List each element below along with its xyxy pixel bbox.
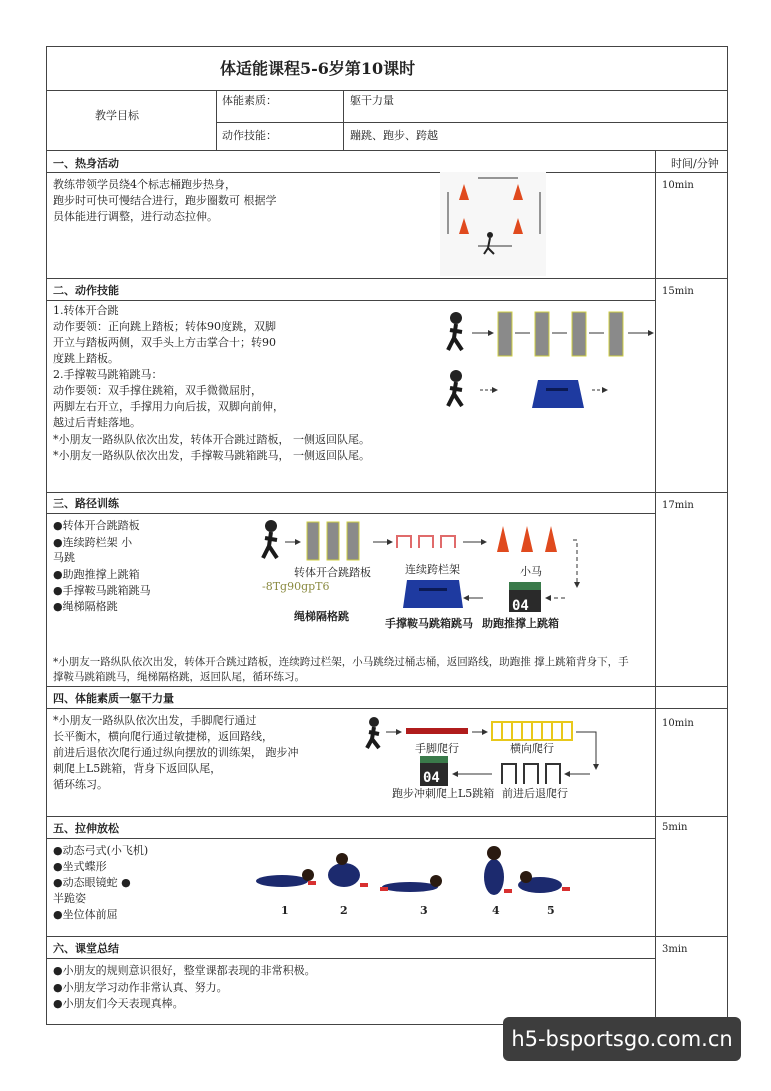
section-heading: 六、课堂总结 (53, 942, 119, 955)
watermark-badge: h5-bsportsgo.com.cn (503, 1017, 741, 1061)
caption-run-box: 助跑推撑上跳箱 (482, 617, 559, 630)
pose-number: 1 (281, 904, 289, 917)
box-number: 04 (423, 770, 440, 786)
section-heading: 五、拉伸放松 (53, 822, 119, 835)
section-time: 10min (662, 718, 694, 729)
bullet-item: ●小朋友学习动作非常认真、努力。 (53, 981, 228, 994)
text-line: 动作要领：双手撑住跳箱，双手微微屈肘， (53, 384, 262, 397)
bullet-item: ●小朋友们今天表现真棒。 (53, 997, 184, 1010)
section-heading: 一、热身活动 (53, 157, 119, 170)
skill-label: 动作技能： (222, 129, 277, 142)
pose-number: 5 (547, 904, 555, 917)
text-line: 员体能进行调整，进行动态拉伸。 (53, 210, 218, 223)
section-time: 3min (662, 944, 688, 955)
section-heading: 二、动作技能 (53, 284, 119, 297)
bullet-item: ●动态眼镜蛇 ● (53, 876, 131, 889)
text-line: *小朋友一路纵队依次出发，转体开合跳过踏板，连续跨过栏架，小马跳绕过桶志桶，返回路线，助跑推 撑上跳箱背身下，手 (53, 656, 629, 668)
section-heading: 三、路径训练 (53, 497, 119, 510)
section-heading: 四、体能素质一躯干力量 (53, 692, 174, 705)
bullet-item: 半跪姿 (53, 892, 86, 905)
text-line: 循环练习。 (53, 778, 108, 791)
time-header: 时间/分钟 (671, 157, 719, 170)
section-time: 15min (662, 286, 694, 297)
warmup-cones-diagram (440, 172, 546, 276)
stretch-poses-illustration (250, 845, 590, 905)
bullet-item: ●绳梯隔格跳 (53, 600, 118, 613)
section-time: 10min (662, 180, 694, 191)
bullet-item: ●动态弓式(小飞机) (53, 844, 149, 857)
text-line: 长平衡木，横向爬行通过敏捷梯，返回路线， (53, 730, 273, 743)
objectives-label: 教学目标 (95, 109, 139, 122)
bullet-item: ●连续跨栏架 小 (53, 536, 133, 549)
text-line: 越过后青蛙落地。 (53, 416, 141, 429)
text-line: 教练带领学员绕4个标志桶跑步热身， (53, 178, 236, 191)
jump-board-diagram (442, 308, 654, 412)
caption-hurdle: 连续跨栏架 (405, 563, 460, 576)
section-time: 5min (662, 822, 688, 833)
pose-number: 3 (420, 904, 428, 917)
caption-side: 横向爬行 (510, 742, 554, 755)
fitness-value: 躯干力量 (350, 94, 394, 107)
pose-number: 2 (340, 904, 348, 917)
caption-crawl: 手脚爬行 (415, 742, 459, 755)
caption-vault: 手撑鞍马跳箱跳马 (385, 617, 473, 630)
caption-board: 转体开合跳踏板 (294, 566, 371, 579)
bullet-item: ●坐式蝶形 (53, 860, 107, 873)
text-line: *小朋友一路纵队依次出发，手脚爬行通过 (53, 714, 257, 727)
bullet-item: ●转体开合跳踏板 (53, 519, 140, 532)
text-line: 2.手撑鞍马跳箱跳马： (53, 368, 163, 381)
bullet-item: 马跳 (53, 551, 75, 564)
caption-code: -8Tg90gpT6 (262, 580, 330, 593)
text-line: 动作要领：正向跳上踏板；转体90度跳，双脚 (53, 320, 276, 333)
caption-ladder: 绳梯隔格跳 (294, 610, 349, 623)
bullet-item: ●小朋友的规则意识很好，整堂课都表现的非常积极。 (53, 964, 316, 977)
bullet-item: ●助跑推撑上跳箱 (53, 568, 140, 581)
caption-pony: 小马 (520, 565, 542, 578)
pose-number: 4 (492, 904, 500, 917)
text-line: 跑步时可快可慢结合进行，跑步圈数可 根据学 (53, 194, 277, 207)
text-line: 1.转体开合跳 (53, 304, 119, 317)
bullet-item: ●手撑鞍马跳箱跳马 (53, 584, 151, 597)
text-line: 两脚左右开立，手撑用力向后拔，双脚向前伸， (53, 400, 284, 413)
text-line: 刺爬上L5跳箱，背身下返回队尾， (53, 762, 222, 775)
text-line: 度跳上踏板。 (53, 352, 119, 365)
text-line: *小朋友一路纵队依次出发，转体开合跳过踏板， 一侧返回队尾。 (53, 433, 370, 446)
page-title: 体适能课程5-6岁第10课时 (220, 59, 416, 78)
text-line: 前进后退依次爬行通过纵向摆放的训练架， 跑步冲 (53, 746, 299, 759)
text-line: 开立与踏板两侧，双手头上方击掌合十；转90 (53, 336, 276, 349)
skill-value: 蹦跳、跑步、跨越 (350, 129, 438, 142)
text-line: *小朋友一路纵队依次出发，手撑鞍马跳箱跳马， 一侧返回队尾。 (53, 449, 370, 462)
text-line: 撑鞍马跳箱跳马，绳梯隔格跳，返回队尾，循环练习。 (53, 671, 305, 683)
box-number: 04 (512, 598, 529, 614)
fitness-label: 体能素质： (222, 94, 277, 107)
caption-back: 前进后退爬行 (502, 787, 568, 800)
section-time: 17min (662, 500, 694, 511)
bullet-item: ●坐位体前屈 (53, 908, 118, 921)
caption-run-box: 跑步冲刺爬上L5跳箱 (392, 787, 495, 800)
